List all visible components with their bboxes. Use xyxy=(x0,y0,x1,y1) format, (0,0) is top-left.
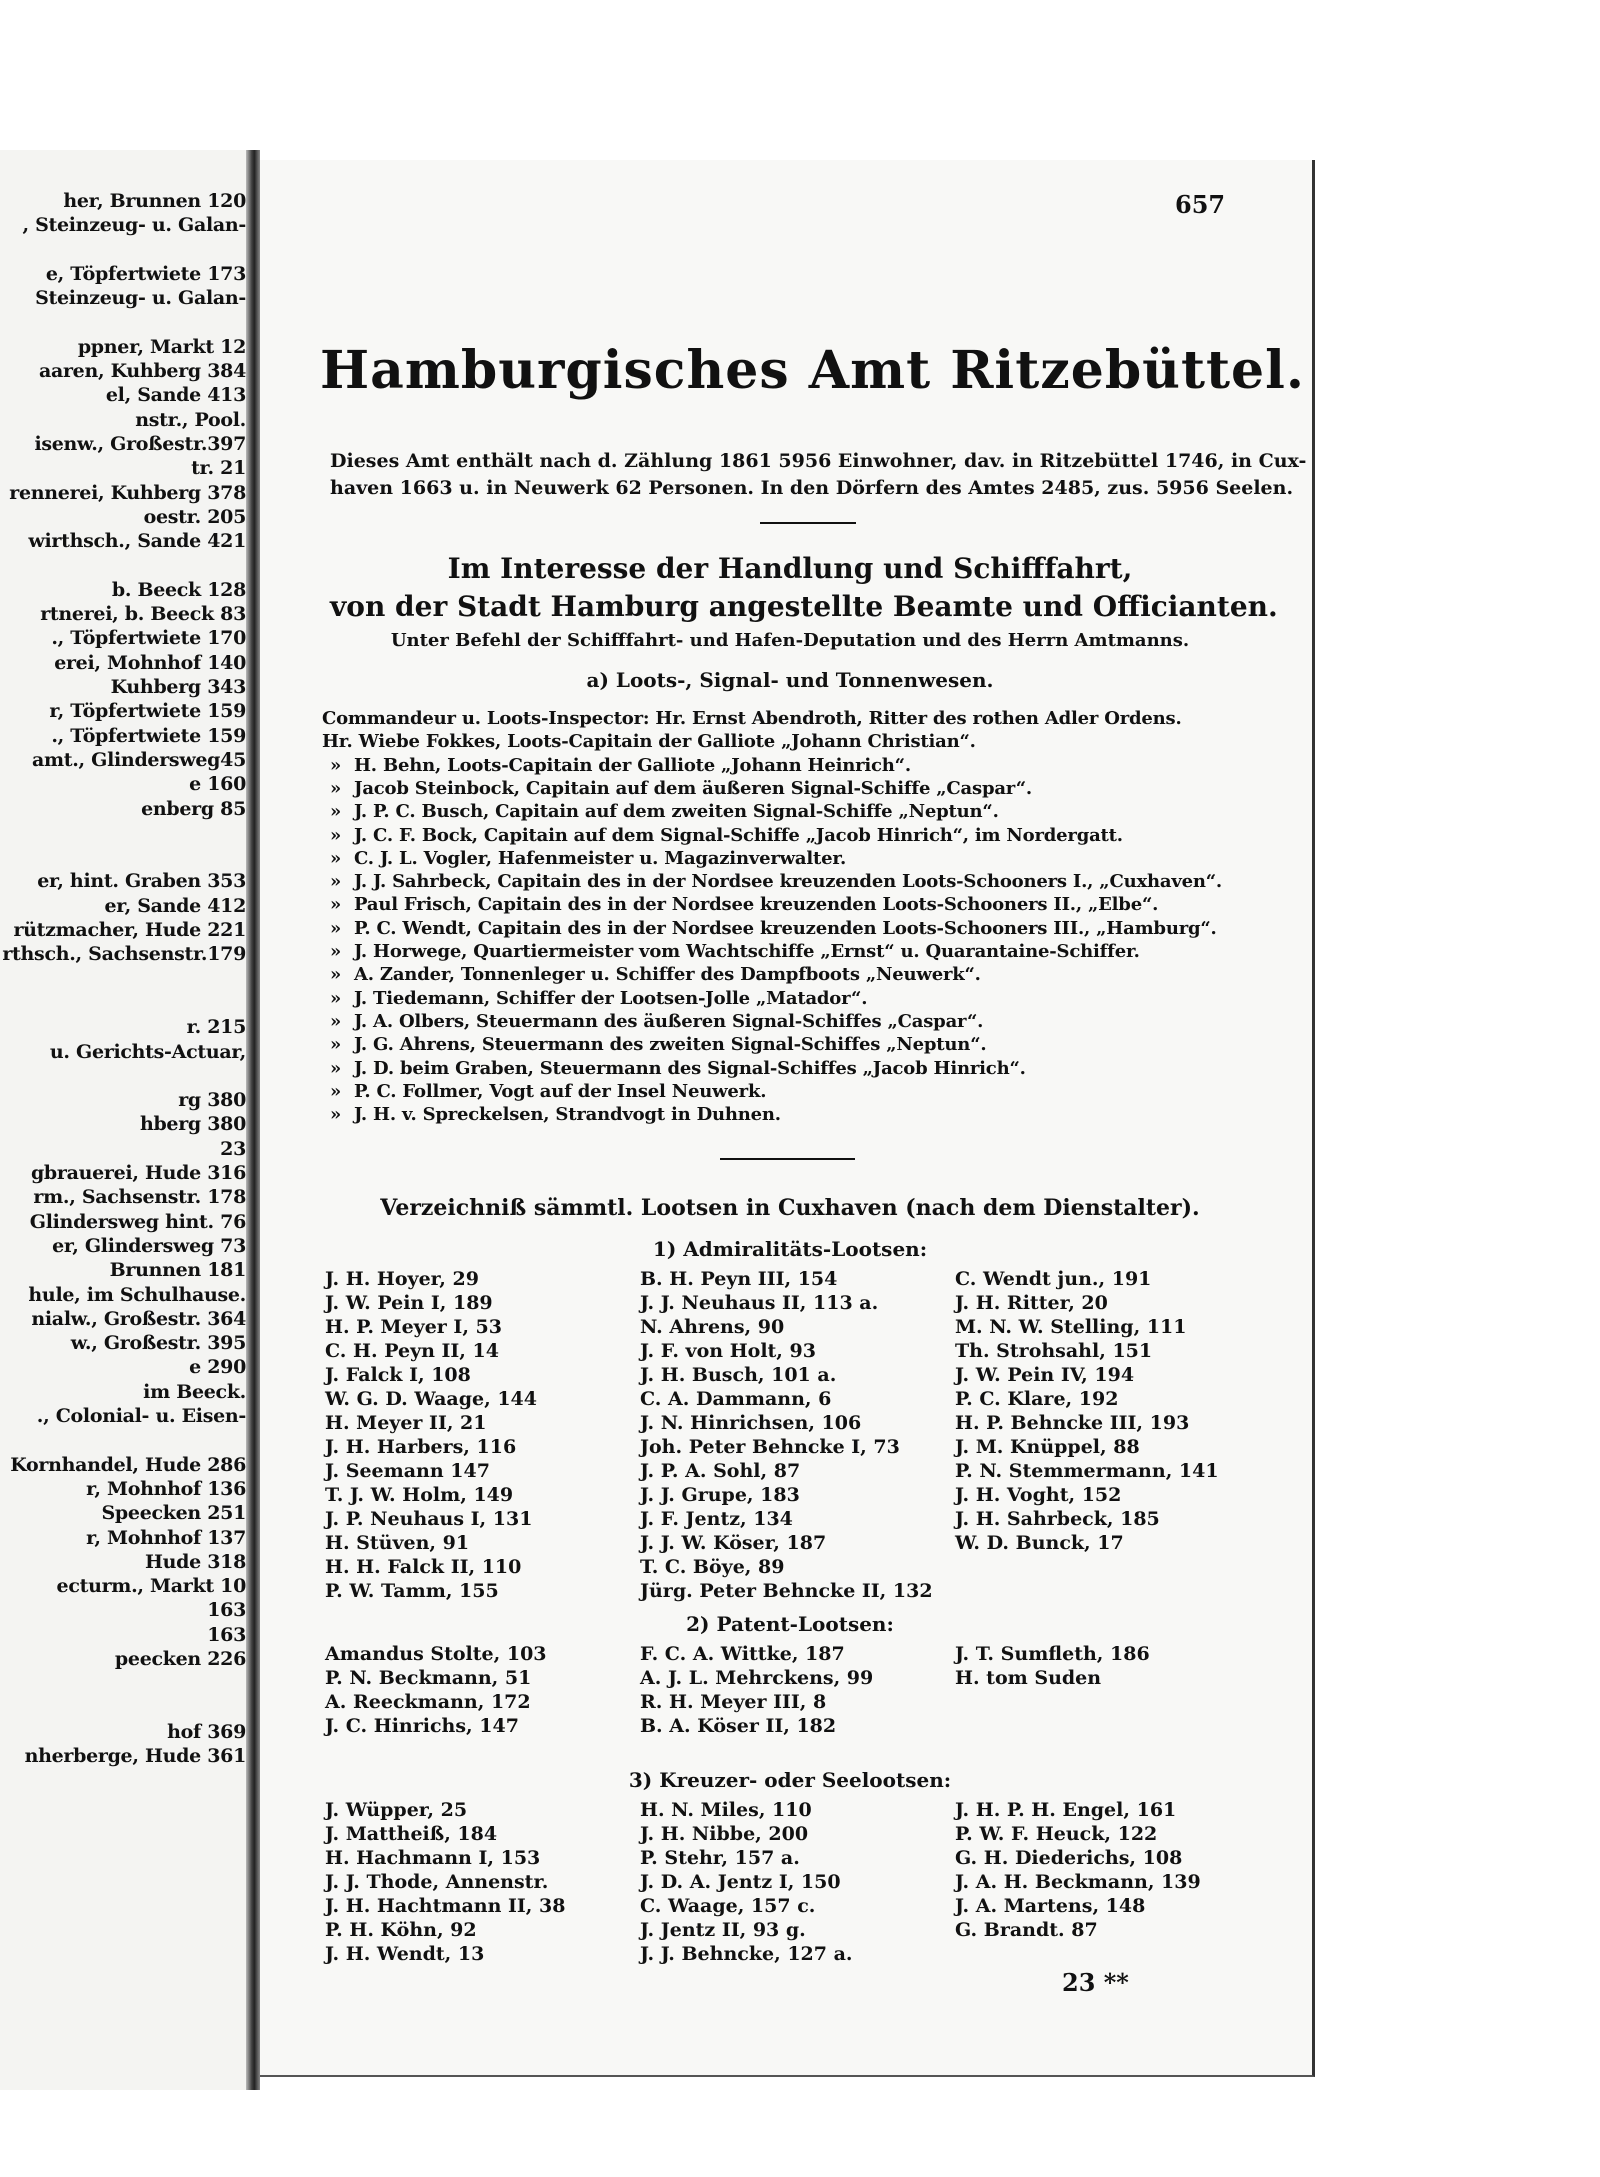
staff-entry xyxy=(330,755,911,776)
left-margin-line: hberg 380 xyxy=(139,1113,246,1136)
left-margin-line: ., Töpfertwiete 170 xyxy=(51,627,246,650)
lootse-entry: J. A. H. Beckmann, 139 xyxy=(955,1871,1201,1893)
lootse-entry: J. Falck I, 108 xyxy=(325,1364,471,1386)
lootse-entry: F. C. A. Wittke, 187 xyxy=(640,1643,845,1665)
lootse-entry: J. W. Pein I, 189 xyxy=(325,1292,493,1314)
ditto-mark: » xyxy=(330,964,342,986)
lootse-entry: J. H. Ritter, 20 xyxy=(955,1292,1108,1314)
left-margin-line: ., Töpfertwiete 159 xyxy=(51,724,246,747)
left-margin-line: im Beeck. xyxy=(143,1380,246,1403)
staff-entry xyxy=(330,778,1032,799)
staff-entry-text: Commandeur u. Loots-Inspector: Hr. Ernst Abendroth, Ritter des rothen Adler Ordens. xyxy=(322,708,1182,729)
lootse-entry: J. D. A. Jentz I, 150 xyxy=(640,1871,841,1893)
staff-entry xyxy=(330,1058,1026,1079)
staff-entry xyxy=(330,1034,986,1055)
staff-entry-text: Paul Frisch, Capitain des in der Nordsee kreuzenden Loots-Schooners II., „Elbe“. xyxy=(354,894,1159,916)
staff-entry-text: C. J. L. Vogler, Hafenmeister u. Magazinverwalter. xyxy=(354,847,847,869)
lootse-entry: J. C. Hinrichs, 147 xyxy=(325,1715,519,1737)
lootse-entry: Th. Strohsahl, 151 xyxy=(955,1340,1153,1362)
divider-rule xyxy=(760,522,856,524)
ditto-mark: » xyxy=(330,941,342,962)
lootse-entry: H. P. Meyer I, 53 xyxy=(325,1316,502,1338)
left-margin-line: Brunnen 181 xyxy=(109,1259,246,1282)
book-gutter xyxy=(246,150,260,2090)
left-margin-line: isenw., Großestr.397 xyxy=(34,433,246,455)
lootse-entry: J. P. A. Sohl, 87 xyxy=(640,1460,801,1482)
staff-entry xyxy=(330,801,999,822)
left-margin-line: rm., Sachsenstr. 178 xyxy=(33,1186,246,1209)
lootse-entry: J. J. Grupe, 183 xyxy=(640,1484,800,1506)
staff-entry-text: J. G. Ahrens, Steuermann des zweiten Signal-Schiffes „Neptun“. xyxy=(354,1034,987,1056)
staff-entry xyxy=(330,1081,766,1102)
staff-entry xyxy=(330,1011,983,1032)
lootse-entry: H. tom Suden xyxy=(955,1667,1102,1689)
staff-entry-text: Jacob Steinbock, Capitain auf dem äußeren Signal-Schiffe „Caspar“. xyxy=(354,777,1032,799)
left-margin-line: er, Glindersweg 73 xyxy=(52,1234,246,1257)
left-margin-line: Speecken 251 xyxy=(101,1502,246,1525)
left-margin-line: amt., Glindersweg45 xyxy=(31,748,246,771)
staff-entry-text: J. C. F. Bock, Capitain auf dem Signal-Schiffe „Jacob Hinrich“, im Nordergatt. xyxy=(354,824,1123,846)
left-margin-line: nstr., Pool. xyxy=(135,408,246,431)
left-margin-line: tr. 21 xyxy=(191,457,246,480)
left-margin-line: er, Sande 412 xyxy=(104,894,246,917)
left-margin-line: r, Mohnhof 136 xyxy=(86,1477,246,1500)
staff-entry-text: J. H. v. Spreckelsen, Strandvogt in Duhnen. xyxy=(354,1104,781,1126)
staff-entry xyxy=(330,825,1123,846)
lootse-entry: J. F. von Holt, 93 xyxy=(640,1340,816,1362)
staff-entry-text: J. A. Olbers, Steuermann des äußeren Signal-Schiffes „Caspar“. xyxy=(354,1010,984,1032)
left-margin-line: Kornhandel, Hude 286 xyxy=(10,1453,246,1476)
lootsen-column xyxy=(325,1642,547,1738)
lootse-entry: M. N. W. Stelling, 111 xyxy=(955,1316,1187,1338)
lootse-entry: P. N. Beckmann, 51 xyxy=(325,1667,532,1689)
left-margin-line: rennerei, Kuhberg 378 xyxy=(9,481,246,504)
left-margin-line: r. 215 xyxy=(186,1016,246,1039)
ditto-mark: » xyxy=(330,1057,342,1079)
staff-entry-text: H. Behn, Loots-Capitain der Galliote „Johann Heinrich“. xyxy=(354,754,911,776)
lootse-entry: P. H. Köhn, 92 xyxy=(325,1919,477,1941)
lootse-entry: T. J. W. Holm, 149 xyxy=(325,1484,514,1506)
left-margin-line: her, Brunnen 120 xyxy=(63,190,246,212)
left-margin-line: 163 xyxy=(207,1599,246,1622)
ditto-mark: » xyxy=(330,894,342,916)
left-margin-line: u. Gerichts-Actuar, xyxy=(49,1040,246,1063)
staff-entry-text: P. C. Follmer, Vogt auf der Insel Neuwerk. xyxy=(354,1080,767,1102)
lootse-entry: J. J. W. Köser, 187 xyxy=(640,1532,827,1554)
lootse-entry: J. Mattheiß, 184 xyxy=(325,1823,498,1845)
lootsen-column xyxy=(955,1642,1150,1690)
lootse-entry: H. H. Falck II, 110 xyxy=(325,1556,522,1578)
lootse-entry: J. H. Nibbe, 200 xyxy=(640,1823,809,1845)
lootse-entry: Amandus Stolte, 103 xyxy=(325,1643,547,1665)
ditto-mark: » xyxy=(330,917,342,939)
lootse-entry: H. Meyer II, 21 xyxy=(325,1412,487,1434)
lootse-entry: J. H. Hachtmann II, 38 xyxy=(325,1895,566,1917)
ditto-mark: » xyxy=(330,1080,342,1102)
left-margin-line: e 290 xyxy=(189,1356,246,1379)
lootse-entry: T. C. Böye, 89 xyxy=(640,1556,785,1578)
lootse-entry: J. T. Sumfleth, 186 xyxy=(955,1643,1150,1665)
lootse-entry: P. N. Stemmermann, 141 xyxy=(955,1460,1219,1482)
left-margin-line: nialw., Großestr. 364 xyxy=(31,1307,246,1330)
lootse-entry: G. Brandt. 87 xyxy=(955,1919,1098,1941)
staff-entry-text: J. Tiedemann, Schiffer der Lootsen-Jolle „Matador“. xyxy=(354,987,868,1009)
lootsen-column xyxy=(325,1267,537,1603)
lootse-entry: J. N. Hinrichsen, 106 xyxy=(640,1412,862,1434)
lootse-entry: A. J. L. Mehrckens, 99 xyxy=(640,1667,874,1689)
left-margin-line: hof 369 xyxy=(167,1720,246,1743)
ditto-mark: » xyxy=(330,754,342,776)
lootse-entry: H. N. Miles, 110 xyxy=(640,1799,812,1821)
lootse-entry: P. Stehr, 157 a. xyxy=(640,1847,800,1869)
lootse-entry: G. H. Diederichs, 108 xyxy=(955,1847,1183,1869)
lootse-entry: J. Jentz II, 93 g. xyxy=(640,1919,806,1941)
page-number: 657 xyxy=(1175,190,1226,219)
section-a-heading: a) Loots-, Signal- und Tonnenwesen. xyxy=(586,668,994,692)
staff-entry xyxy=(330,871,1222,892)
left-margin-line: 23 xyxy=(220,1137,246,1160)
ditto-mark: » xyxy=(330,1104,342,1126)
staff-entry xyxy=(330,848,846,869)
staff-entry xyxy=(322,708,1182,729)
left-margin-line: r, Mohnhof 137 xyxy=(86,1526,246,1549)
lootsen-column xyxy=(640,1267,933,1603)
left-margin-line: rg 380 xyxy=(178,1089,246,1112)
staff-entry-text: J. Horwege, Quartiermeister vom Wachtschiffe „Ernst“ u. Quarantaine-Schiffer. xyxy=(354,941,1140,962)
lootsen-column xyxy=(640,1798,853,1966)
staff-entry-text: J. D. beim Graben, Steuermann des Signal-Schiffes „Jacob Hinrich“. xyxy=(354,1057,1026,1079)
lootse-entry: W. G. D. Waage, 144 xyxy=(325,1388,537,1410)
staff-entry-text: J. J. Sahrbeck, Capitain des in der Nordsee kreuzenden Loots-Schooners I., „Cuxhaven“. xyxy=(354,871,1222,893)
left-margin-line: er, hint. Graben 353 xyxy=(37,870,246,893)
left-margin-line: , Steinzeug- u. Galan- xyxy=(22,214,246,237)
lootsen-group-title: 3) Kreuzer- oder Seelootsen: xyxy=(628,1768,952,1792)
lootse-entry: B. A. Köser II, 182 xyxy=(640,1715,837,1737)
lootse-entry: N. Ahrens, 90 xyxy=(640,1316,785,1338)
lootse-entry: J. J. Thode, Annenstr. xyxy=(325,1871,549,1893)
left-margin-line: rützmacher, Hude 221 xyxy=(13,919,246,941)
lootse-entry: P. C. Klare, 192 xyxy=(955,1388,1119,1410)
section-heading-line-1: Im Interesse der Handlung und Schifffahrt, xyxy=(447,552,1133,585)
left-margin-line: nherberge, Hude 361 xyxy=(24,1745,246,1768)
lootse-entry: R. H. Meyer III, 8 xyxy=(640,1691,827,1713)
staff-entry-text: A. Zander, Tonnenleger u. Schiffer des Dampfboots „Neuwerk“. xyxy=(354,964,981,986)
left-margin-line: 163 xyxy=(207,1623,246,1646)
signature-mark: 23 ** xyxy=(1062,1968,1129,1997)
lootsen-column xyxy=(325,1798,565,1966)
ditto-mark: » xyxy=(330,824,342,846)
section-heading-line-2: von der Stadt Hamburg angestellte Beamte und Officianten. xyxy=(330,590,1278,623)
lootse-entry: H. P. Behncke III, 193 xyxy=(955,1412,1190,1434)
staff-entry xyxy=(330,894,1158,915)
left-margin-line: rtnerei, b. Beeck 83 xyxy=(40,603,246,626)
lootse-entry: J. H. Hoyer, 29 xyxy=(325,1268,479,1290)
ditto-mark: » xyxy=(330,1010,342,1032)
left-margin-line: ., Colonial- u. Eisen- xyxy=(36,1405,246,1427)
intro-line-2: haven 1663 u. in Neuwerk 62 Personen. In den Dörfern des Amtes 2485, zus. 5956 Seelen. xyxy=(330,477,1294,499)
left-margin-line: gbrauerei, Hude 316 xyxy=(30,1162,246,1184)
divider-rule xyxy=(720,1158,855,1160)
lootse-entry: A. Reeckmann, 172 xyxy=(325,1691,531,1713)
subheading: Unter Befehl der Schifffahrt- und Hafen-Deputation und des Herrn Amtmanns. xyxy=(390,630,1190,651)
ditto-mark: » xyxy=(330,1034,342,1056)
lootse-entry: Jürg. Peter Behncke II, 132 xyxy=(640,1580,933,1602)
ditto-mark: » xyxy=(330,871,342,893)
left-margin-line: ecturm., Markt 10 xyxy=(56,1575,246,1598)
lootsen-column xyxy=(640,1642,873,1738)
left-margin-line: e, Töpfertwiete 173 xyxy=(45,262,246,285)
staff-entry xyxy=(330,988,867,1009)
staff-entry-text: J. P. C. Busch, Capitain auf dem zweiten Signal-Schiffe „Neptun“. xyxy=(354,801,999,823)
left-margin-line: ppner, Markt 12 xyxy=(77,335,246,358)
left-margin-line: Hude 318 xyxy=(144,1550,246,1573)
lootse-entry: H. Stüven, 91 xyxy=(325,1532,470,1554)
ditto-mark: » xyxy=(330,801,342,823)
left-margin-line: erei, Mohnhof 140 xyxy=(54,651,246,674)
lootse-entry: J. H. Voght, 152 xyxy=(955,1484,1122,1506)
staff-entry-text: P. C. Wendt, Capitain des in der Nordsee kreuzenden Loots-Schooners III., „Hamburg“. xyxy=(354,917,1217,939)
lootse-entry: J. H. Harbers, 116 xyxy=(325,1436,517,1458)
left-page-fragment xyxy=(0,150,252,2090)
staff-entry xyxy=(330,941,1140,962)
lootse-entry: C. A. Dammann, 6 xyxy=(640,1388,832,1410)
lootse-entry: W. D. Bunck, 17 xyxy=(955,1532,1124,1554)
left-margin-line: rthsch., Sachsenstr.179 xyxy=(2,943,246,966)
left-margin-line: oestr. 205 xyxy=(143,505,246,528)
left-margin-line: Kuhberg 343 xyxy=(110,676,246,698)
left-margin-line: enberg 85 xyxy=(141,797,246,820)
lootse-entry: P. W. Tamm, 155 xyxy=(325,1580,499,1602)
left-margin-line: peecken 226 xyxy=(114,1648,246,1670)
lootse-entry: C. H. Peyn II, 14 xyxy=(325,1340,499,1362)
left-margin-line: e 160 xyxy=(189,773,246,796)
lootse-entry: J. H. P. H. Engel, 161 xyxy=(955,1799,1177,1821)
left-margin-line: el, Sande 413 xyxy=(105,384,246,407)
lootse-entry: J. A. Martens, 148 xyxy=(955,1895,1146,1917)
left-margin-line: r, Töpfertwiete 159 xyxy=(49,700,246,723)
ditto-mark: » xyxy=(330,847,342,869)
left-margin-line: hule, im Schulhause. xyxy=(28,1283,246,1306)
page-title: Hamburgisches Amt Ritzebüttel. xyxy=(320,340,1305,401)
lootse-entry: J. J. Neuhaus II, 113 a. xyxy=(640,1292,879,1314)
lootsen-group-title: 2) Patent-Lootsen: xyxy=(686,1612,894,1636)
lootse-entry: J. F. Jentz, 134 xyxy=(640,1508,793,1530)
lootsen-column xyxy=(955,1798,1201,1942)
lootsen-column xyxy=(955,1267,1219,1555)
lootse-entry: J. H. Busch, 101 a. xyxy=(640,1364,837,1386)
lootse-entry: C. Waage, 157 c. xyxy=(640,1895,816,1917)
intro-line-1: Dieses Amt enthält nach d. Zählung 1861 5956 Einwohner, dav. in Ritzebüttel 1746, in Cux- xyxy=(330,450,1307,472)
staff-entry xyxy=(322,731,976,752)
lootse-entry: P. W. F. Heuck, 122 xyxy=(955,1823,1158,1845)
left-margin-line: w., Großestr. 395 xyxy=(70,1332,246,1355)
lootse-entry: Joh. Peter Behncke I, 73 xyxy=(640,1436,900,1458)
ditto-mark: » xyxy=(330,777,342,799)
left-margin-line: aaren, Kuhberg 384 xyxy=(38,360,246,383)
staff-entry xyxy=(330,964,981,985)
lootse-entry: J. M. Knüppel, 88 xyxy=(955,1436,1140,1458)
lootse-entry: H. Hachmann I, 153 xyxy=(325,1847,541,1869)
left-margin-line: Glindersweg hint. 76 xyxy=(29,1210,246,1233)
lootse-entry: J. H. Sahrbeck, 185 xyxy=(955,1508,1160,1530)
lootsen-heading: Verzeichniß sämmtl. Lootsen in Cuxhaven (nach dem Dienstalter). xyxy=(380,1195,1200,1221)
staff-entry xyxy=(330,918,1217,939)
lootse-entry: J. H. Wendt, 13 xyxy=(325,1943,485,1965)
lootse-entry: J. W. Pein IV, 194 xyxy=(955,1364,1135,1386)
lootse-entry: B. H. Peyn III, 154 xyxy=(640,1268,838,1290)
left-margin-line: b. Beeck 128 xyxy=(111,578,246,601)
lootse-entry: J. P. Neuhaus I, 131 xyxy=(325,1508,533,1530)
lootsen-group-title: 1) Admiralitäts-Lootsen: xyxy=(652,1237,928,1261)
lootse-entry: J. J. Behncke, 127 a. xyxy=(640,1943,853,1965)
lootse-entry: J. Seemann 147 xyxy=(325,1460,490,1482)
staff-entry xyxy=(330,1104,781,1125)
left-margin-line: wirthsch., Sande 421 xyxy=(28,530,246,553)
staff-entry-text: Hr. Wiebe Fokkes, Loots-Capitain der Galliote „Johann Christian“. xyxy=(322,731,976,753)
lootse-entry: C. Wendt jun., 191 xyxy=(955,1268,1152,1290)
left-margin-line: Steinzeug- u. Galan- xyxy=(35,287,246,310)
lootse-entry: J. Wüpper, 25 xyxy=(325,1799,468,1821)
ditto-mark: » xyxy=(330,987,342,1009)
